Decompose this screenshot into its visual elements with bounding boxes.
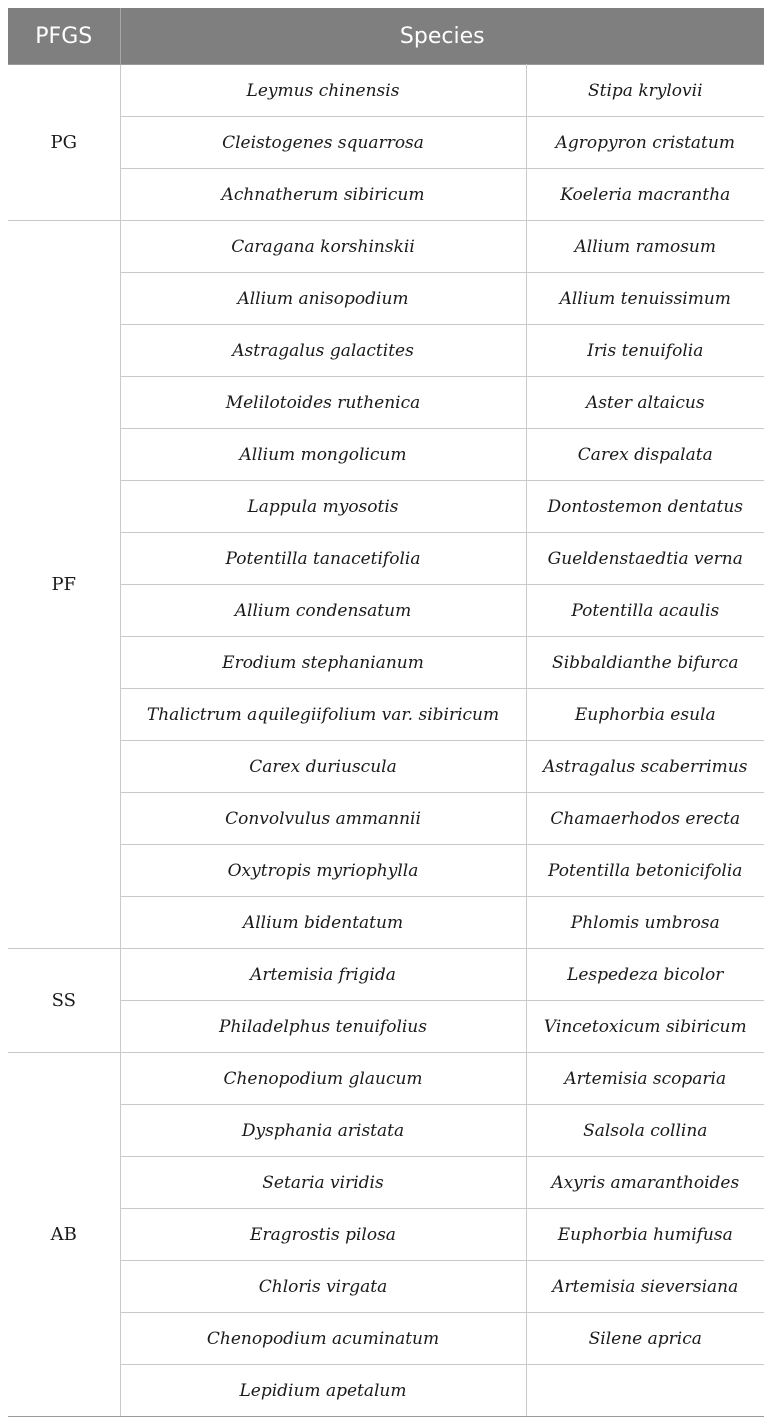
species-cell: Potentilla betonicifolia	[526, 845, 764, 897]
species-cell: Chamaerhodos erecta	[526, 793, 764, 845]
species-cell: Erodium stephanianum	[120, 637, 526, 689]
species-cell: Artemisia scoparia	[526, 1053, 764, 1105]
species-cell: Artemisia frigida	[120, 949, 526, 1001]
species-cell: Thalictrum aquilegiifolium var. sibiricum	[120, 689, 526, 741]
species-cell: Axyris amaranthoides	[526, 1157, 764, 1209]
table-row	[8, 533, 764, 585]
table-row	[8, 1105, 764, 1157]
species-cell: Dontostemon dentatus	[526, 481, 764, 533]
table-row	[8, 1365, 764, 1417]
table-row	[8, 429, 764, 481]
table-row	[8, 949, 764, 1001]
species-cell: Iris tenuifolia	[526, 325, 764, 377]
species-cell	[526, 1365, 764, 1417]
header-row	[8, 8, 764, 65]
species-cell: Allium condensatum	[120, 585, 526, 637]
species-cell: Dysphania aristata	[120, 1105, 526, 1157]
species-cell: Caragana korshinskii	[120, 221, 526, 273]
species-table	[8, 8, 764, 1417]
table-row	[8, 689, 764, 741]
table-row	[8, 1313, 764, 1365]
group-label: SS	[8, 949, 120, 1053]
species-cell: Euphorbia esula	[526, 689, 764, 741]
species-cell: Oxytropis myriophylla	[120, 845, 526, 897]
table-row	[8, 1157, 764, 1209]
species-cell: Artemisia sieversiana	[526, 1261, 764, 1313]
species-cell: Melilotoides ruthenica	[120, 377, 526, 429]
table-row	[8, 1261, 764, 1313]
species-cell: Allium ramosum	[526, 221, 764, 273]
species-cell: Allium bidentatum	[120, 897, 526, 949]
group-label: PF	[8, 221, 120, 949]
species-cell: Aster altaicus	[526, 377, 764, 429]
species-cell: Potentilla acaulis	[526, 585, 764, 637]
species-cell: Convolvulus ammannii	[120, 793, 526, 845]
species-cell: Salsola collina	[526, 1105, 764, 1157]
table-row	[8, 1209, 764, 1261]
group-label: AB	[8, 1053, 120, 1417]
species-cell: Astragalus scaberrimus	[526, 741, 764, 793]
species-cell: Chenopodium glaucum	[120, 1053, 526, 1105]
table-row	[8, 845, 764, 897]
species-cell: Koeleria macrantha	[526, 169, 764, 221]
header-species: Species	[120, 8, 764, 65]
species-cell: Potentilla tanacetifolia	[120, 533, 526, 585]
species-cell: Allium mongolicum	[120, 429, 526, 481]
table-row	[8, 793, 764, 845]
header-pfgs: PFGS	[8, 8, 120, 65]
species-cell: Cleistogenes squarrosa	[120, 117, 526, 169]
species-cell: Chloris virgata	[120, 1261, 526, 1313]
species-cell: Allium anisopodium	[120, 273, 526, 325]
table-row	[8, 741, 764, 793]
table-body	[8, 65, 764, 1417]
table-row	[8, 325, 764, 377]
species-cell: Phlomis umbrosa	[526, 897, 764, 949]
species-cell: Philadelphus tenuifolius	[120, 1001, 526, 1053]
species-cell: Vincetoxicum sibiricum	[526, 1001, 764, 1053]
species-cell: Achnatherum sibiricum	[120, 169, 526, 221]
species-cell: Carex dispalata	[526, 429, 764, 481]
species-cell: Lepidium apetalum	[120, 1365, 526, 1417]
species-cell: Sibbaldianthe bifurca	[526, 637, 764, 689]
species-cell: Astragalus galactites	[120, 325, 526, 377]
table-row	[8, 169, 764, 221]
table-row	[8, 481, 764, 533]
table-row	[8, 273, 764, 325]
species-cell: Eragrostis pilosa	[120, 1209, 526, 1261]
species-cell: Silene aprica	[526, 1313, 764, 1365]
table-row	[8, 1053, 764, 1105]
table-row	[8, 585, 764, 637]
table-row	[8, 221, 764, 273]
species-cell: Stipa krylovii	[526, 65, 764, 117]
table-row	[8, 117, 764, 169]
table-row	[8, 897, 764, 949]
species-cell: Lappula myosotis	[120, 481, 526, 533]
species-cell: Setaria viridis	[120, 1157, 526, 1209]
table-row	[8, 377, 764, 429]
species-cell: Agropyron cristatum	[526, 117, 764, 169]
group-label: PG	[8, 65, 120, 221]
species-cell: Allium tenuissimum	[526, 273, 764, 325]
table-row	[8, 65, 764, 117]
table-row	[8, 637, 764, 689]
table-row	[8, 1001, 764, 1053]
species-cell: Lespedeza bicolor	[526, 949, 764, 1001]
species-cell: Euphorbia humifusa	[526, 1209, 764, 1261]
species-cell: Chenopodium acuminatum	[120, 1313, 526, 1365]
species-cell: Gueldenstaedtia verna	[526, 533, 764, 585]
species-cell: Carex duriuscula	[120, 741, 526, 793]
species-cell: Leymus chinensis	[120, 65, 526, 117]
